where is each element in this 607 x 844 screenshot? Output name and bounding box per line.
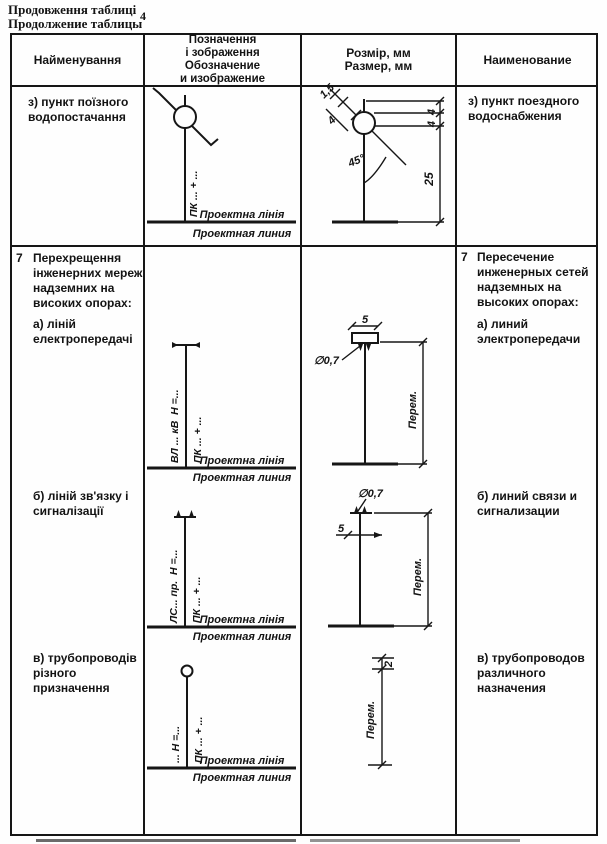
pipeline-height-label: ... Н =... xyxy=(170,725,182,763)
row-7-title-ru: Пересечение инженерных сетей надземных на высоких опорах: xyxy=(477,250,589,309)
variable-dim-label: Перем. xyxy=(412,557,424,597)
power-line-voltage-label: ВЛ ... кВ Н =... xyxy=(169,389,181,463)
page-header-ru: Продолжение таблицы xyxy=(8,16,143,31)
dimension-diagram-power-line xyxy=(302,314,453,478)
col-header-name-ru xyxy=(457,35,598,85)
pk-station-label: ПК ... + ... xyxy=(191,576,203,623)
project-line-label-ua: Проектна лінія xyxy=(199,614,285,626)
col-header-label: Найменування xyxy=(33,52,122,67)
dimension-diagram-communication-line xyxy=(302,485,453,645)
row-7a-name-ua: а) ліній електропередачі xyxy=(33,317,133,346)
row-7b-name-ua: б) ліній зв'язку і сигналізації xyxy=(33,489,129,518)
project-line-label-ua: Проектна лінія xyxy=(199,455,285,467)
col-header-label: Наименование xyxy=(483,52,572,67)
row-7b-name-ru: б) линий связи и сигнализации xyxy=(477,489,578,518)
dim-5-label: 5 xyxy=(361,314,369,326)
dim-5-label: 5 xyxy=(338,523,345,535)
row-7c-name-ru: в) трубопроводов различного назначения xyxy=(477,651,585,695)
pk-station-label: ПК ... + ... xyxy=(192,416,204,463)
pk-station-label: ПК ... + ... xyxy=(193,716,205,763)
dimension-diagram-water-point xyxy=(302,81,453,245)
col-header-designation xyxy=(145,35,300,85)
dimension-diagram-pipeline xyxy=(302,648,453,778)
pk-station-label: ПК ... + ... xyxy=(188,170,200,217)
row-7a-name-ru: а) линий электропередачи xyxy=(477,317,581,346)
symbol-diagram-pipeline xyxy=(145,655,298,795)
col-header-line: Обозначение xyxy=(184,60,261,72)
dim-2-label: 2 xyxy=(383,660,395,668)
scan-artifact xyxy=(310,839,520,842)
col-header-name-ua xyxy=(12,35,143,85)
comm-line-label: ЛС... пр. Н =... xyxy=(168,549,180,623)
row-7-number-ru: 7 xyxy=(461,250,468,264)
project-line-label-ru: Проектная линия xyxy=(192,472,292,484)
project-line-label-ua: Проектна лінія xyxy=(199,209,285,221)
scan-artifact xyxy=(36,839,296,842)
project-line-label-ru: Проектная линия xyxy=(192,631,292,643)
project-line-label-ru: Проектная линия xyxy=(192,228,292,240)
col-header-size xyxy=(302,35,455,85)
dia-0-7-label: ∅0,7 xyxy=(314,355,339,367)
row-7-number-ua: 7 xyxy=(16,251,23,265)
table-number: 4 xyxy=(140,9,146,23)
symbol-diagram-water-point xyxy=(145,87,298,245)
symbol-diagram-power-line xyxy=(145,333,298,483)
column-divider xyxy=(455,35,457,836)
col-header-line: и изображение xyxy=(179,73,266,85)
col-header-line: Размер, мм xyxy=(344,59,413,73)
row-z-name-ua: з) пункт поїзного водопостачання xyxy=(28,95,129,124)
variable-dim-label: Перем. xyxy=(365,700,377,740)
dim-1-5-label: 1,5 xyxy=(317,81,337,102)
dim-4-bottom-label: 4 xyxy=(426,120,438,128)
col-header-line: Розмір, мм xyxy=(346,46,411,60)
project-line-label-ru: Проектная линия xyxy=(192,772,292,784)
dia-0-7-label: ∅0,7 xyxy=(358,488,383,500)
dim-4-top-label: 4 xyxy=(426,108,438,116)
dim-25-label: 25 xyxy=(422,172,436,186)
angle-45-label: 45° xyxy=(346,152,367,170)
page-header-ua: Продовження таблиці xyxy=(8,2,137,17)
row-7-title-ua: Перехрещення інженерних мереж надземних на високих опорах: xyxy=(33,251,143,310)
col-header-line: і зображення xyxy=(185,47,260,59)
col-header-line: Позначення xyxy=(188,34,257,46)
project-line-label-ua: Проектна лінія xyxy=(199,755,285,767)
dim-4-diagonal-label: 4 xyxy=(325,114,339,128)
row-z-name-ru: з) пункт поездного водоснабжения xyxy=(468,94,580,123)
row-7c-name-ua: в) трубопроводів різного призначення xyxy=(33,651,137,695)
row-divider xyxy=(12,245,596,247)
symbol-diagram-communication-line xyxy=(145,505,298,647)
variable-dim-label: Перем. xyxy=(407,390,419,430)
